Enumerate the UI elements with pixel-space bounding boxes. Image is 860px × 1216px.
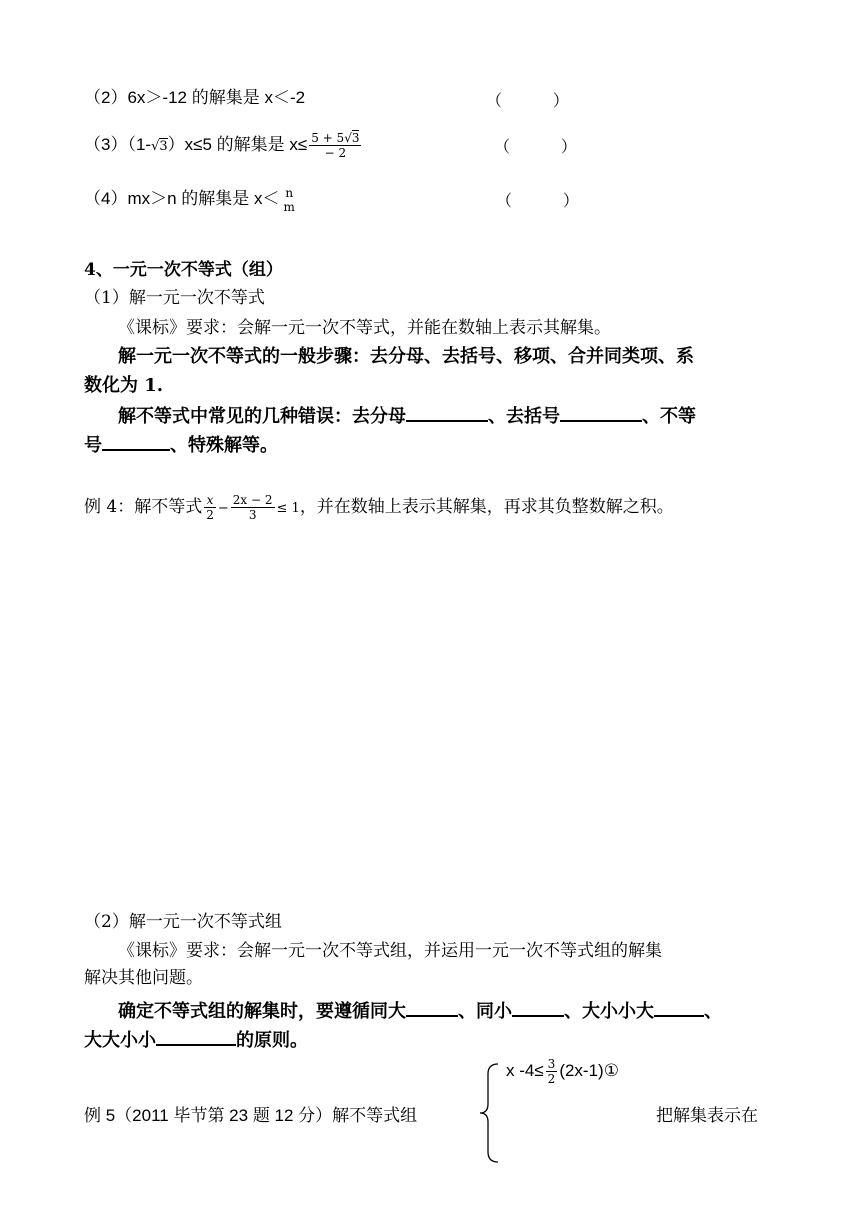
- curriculum-requirement-2-line-1: 《课标》要求：会解一元一次不等式组，并运用一元一次不等式组的解集: [118, 941, 662, 961]
- example-4-fraction-1: [204, 493, 216, 522]
- curriculum-requirement-1: 《课标》要求：会解一元一次不等式，并能在数轴上表示其解集。: [118, 318, 611, 338]
- item-3-sqrt-radicand: 3: [159, 139, 168, 154]
- item-4-fraction: [282, 186, 297, 214]
- common-errors-line-1: [118, 402, 696, 429]
- item-4-answer-paren: （ ）: [496, 191, 579, 210]
- general-steps-line-1: 解一元一次不等式的一般步骤：去分母、去括号、移项、合并同类项、系: [118, 346, 694, 367]
- common-errors-c: 、不等: [642, 406, 696, 427]
- item-3-frac-num-sqrt: 3: [351, 131, 360, 146]
- example-4-line: [84, 490, 674, 526]
- example-4-intro: 例 4：解不等式: [84, 497, 203, 517]
- example-4-fraction-2: [231, 493, 275, 522]
- inequality-1-a: x -4≤: [506, 1061, 544, 1080]
- blank-same-small[interactable]: [512, 997, 564, 1017]
- general-steps-line-2: 数化为 1.: [84, 375, 164, 396]
- item-4-expression: mx＞n 的解集是 x＜: [127, 189, 280, 208]
- example-4-le-one: ≤ 1: [276, 501, 300, 516]
- item-3-line: （3）（1-√3）x≤5 的解集是 x≤ $\frac{5 + 5√3}{- 2}$: [84, 131, 360, 161]
- example-4-minus: −: [217, 501, 229, 516]
- system-rule-line-2: [84, 1026, 308, 1053]
- system-brace-icon: [476, 1062, 502, 1164]
- example-5-continuation: 把解集表示在: [656, 1106, 758, 1126]
- system-rule-b: 、同小: [458, 1001, 512, 1022]
- system-rule-f: 的原则。: [236, 1030, 308, 1051]
- system-rule-line-1: [118, 997, 722, 1024]
- example-4-frac2-num: 2x − 2: [232, 493, 273, 507]
- system-rule-d: 、: [704, 1001, 722, 1022]
- example-5-intro: [84, 1104, 417, 1128]
- inequality-1-frac-den: 2: [547, 1072, 556, 1087]
- example-5-text: 例 5（2011 毕节第 23 题 12 分）解不等式组: [84, 1106, 418, 1125]
- example-4-frac1-den: 2: [206, 508, 214, 522]
- inequality-1-fraction: [546, 1057, 558, 1086]
- item-4-frac-den: m: [283, 199, 295, 214]
- inequality-1-frac-num: 3: [547, 1057, 556, 1072]
- inequality-1-b: (2x-1)①: [559, 1061, 619, 1080]
- blank-big-small-small-big[interactable]: [654, 997, 704, 1017]
- item-2-answer-paren: （ ）: [486, 91, 569, 110]
- item-3-frac-num: 5 + 5: [311, 131, 345, 146]
- item-2-line: [84, 86, 305, 110]
- system-rule-a: 确定不等式组的解集时，要遵循同大: [118, 1001, 406, 1022]
- blank-same-large[interactable]: [406, 997, 458, 1017]
- item-3-answer-paren: （ ）: [494, 137, 577, 156]
- system-rule-e: 大大小小: [84, 1030, 156, 1051]
- curriculum-requirement-2-line-2: 解决其他问题。: [84, 968, 203, 988]
- example-4-frac2-den: 3: [248, 508, 257, 522]
- subsection-1-title: （1）解一元一次不等式: [84, 288, 265, 308]
- common-errors-b: 、去括号: [488, 406, 560, 427]
- inequality-1: [506, 1056, 619, 1086]
- item-3-pre: （1-: [127, 135, 152, 154]
- item-2-label: （2）: [84, 88, 128, 107]
- subsection-2-title: （2）解一元一次不等式组: [84, 912, 282, 932]
- common-errors-d: 号: [84, 435, 102, 456]
- item-3-fraction: $\frac{5 + 5√3}{- 2}$: [311, 131, 360, 161]
- blank-remove-denominator[interactable]: [406, 402, 488, 422]
- blank-remove-brackets[interactable]: [560, 402, 642, 422]
- item-4-label: （4）: [84, 189, 128, 208]
- item-3-label: （3）: [84, 135, 128, 154]
- common-errors-a: 解不等式中常见的几种错误：去分母: [118, 406, 406, 427]
- item-3-mid: ）x≤5 的解集是 x≤: [167, 135, 308, 154]
- blank-big-big-small-small[interactable]: [156, 1026, 236, 1046]
- example-4-rest: ，并在数轴上表示其解集，再求其负整数解之积。: [299, 497, 674, 517]
- blank-inequality-sign[interactable]: [102, 431, 170, 451]
- item-4-line: [84, 184, 299, 214]
- item-2-expression: 6x＞-12 的解集是 x＜-2: [127, 88, 306, 107]
- item-4-frac-num: n: [285, 185, 294, 200]
- system-rule-c: 、大小小大: [564, 1001, 654, 1022]
- common-errors-line-2: [84, 431, 278, 458]
- item-3-frac-den: − 2: [324, 146, 347, 161]
- common-errors-e: 、特殊解等。: [170, 435, 278, 456]
- example-4-frac1-num: x: [204, 493, 216, 508]
- section-4-title: 4、一元一次不等式（组）: [84, 260, 283, 280]
